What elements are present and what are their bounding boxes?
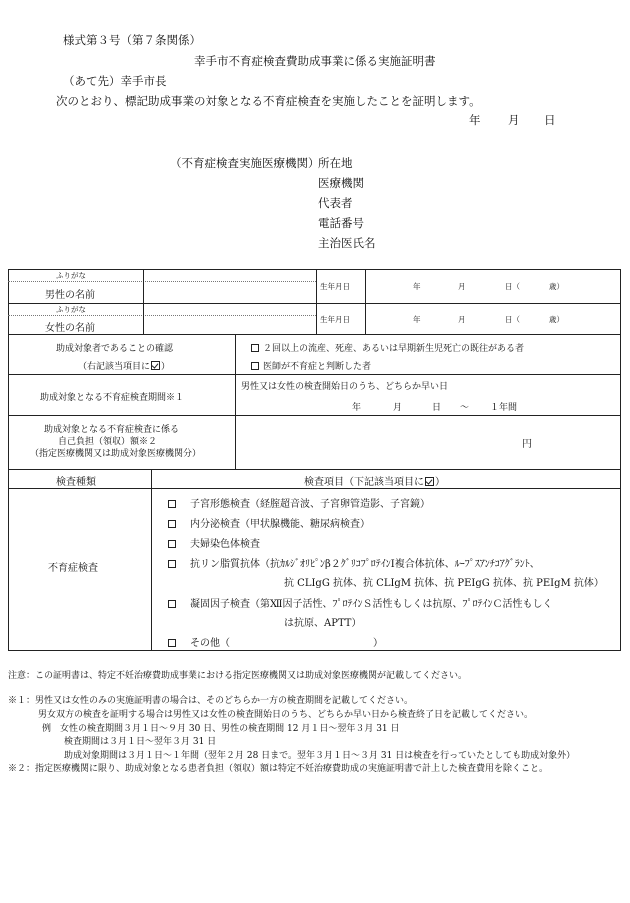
- attending-physician-label[interactable]: 主治医氏名: [318, 236, 376, 250]
- male-name-field[interactable]: [145, 270, 315, 302]
- note-1-line2: 男女双方の検査を証明する場合は男性又は女性の検査開始日のうち、どちらか早い日から検査終了日を記載してください。: [38, 710, 534, 720]
- eligibility-label: 助成対象者であることの確認: [56, 344, 174, 354]
- exam-item-other-close: ）: [373, 638, 383, 649]
- institution-name-label[interactable]: 医療機関: [318, 176, 364, 190]
- exam-item-chromosome[interactable]: 夫婦染色体検査: [168, 535, 260, 550]
- exam-period-note: 男性又は女性の検査開始日のうち、どちらか早い日: [241, 382, 449, 392]
- male-dob-label: 生年月日: [320, 282, 350, 291]
- form-number: 様式第３号（第７条関係）: [63, 33, 201, 47]
- exam-item-endocrine[interactable]: 内分泌検査（甲状腺機能、糖尿病検査）: [168, 515, 370, 530]
- eligibility-option-miscarriage[interactable]: ２回以上の流産、死産、あるいは早期新生児死亡の既往がある者: [251, 341, 524, 354]
- certification-statement: 次のとおり、標記助成事業の対象となる不育症検査を実施したことを証明します。: [56, 94, 481, 108]
- note-1-line1: ※１：男性又は女性のみの実施証明書の場合は、そのどちらか一方の検査期間を記載してください。: [8, 696, 414, 706]
- female-name-label: 女性の名前: [45, 323, 95, 334]
- exam-item-antiphospholipid-cont: 抗 CLIgG 抗体、抗 CLIgM 抗体、抗 PEIgG 抗体、抗 PEIgM 抗体）: [284, 578, 604, 589]
- issue-date-day[interactable]: 日: [544, 113, 556, 127]
- checkbox-icon[interactable]: [168, 540, 176, 548]
- eligibility-option-diagnosis[interactable]: 医師が不育症と判断した者: [251, 359, 371, 372]
- checkbox-icon[interactable]: [168, 520, 176, 528]
- exam-item-coagulation-cont: は抗原、APTT）: [284, 618, 362, 629]
- exam-items-header: 検査項目（下記該当項目に ）: [304, 477, 445, 488]
- female-dob-year[interactable]: 年: [413, 315, 421, 324]
- exam-item-other-field[interactable]: [240, 632, 368, 646]
- checkbox-icon[interactable]: [251, 344, 259, 352]
- period-month[interactable]: 月: [393, 403, 403, 413]
- certificate-table: [8, 269, 621, 651]
- exam-item-antiphospholipid[interactable]: 抗リン脂質抗体（抗ｶﾙｼﾞｵﾘﾋﾟﾝβ２ｸﾞﾘｺﾌﾟﾛﾃｲﾝⅠ複合体抗体、ﾙｰﾌﾟｽｱﾝﾁｺｱｸﾞﾗﾝﾄ、: [168, 555, 540, 570]
- female-dob-day[interactable]: 日（: [505, 315, 520, 324]
- issue-date-month[interactable]: 月: [508, 113, 520, 127]
- institution-phone-label[interactable]: 電話番号: [318, 216, 364, 230]
- male-dob-day[interactable]: 日（: [505, 282, 520, 291]
- checked-box-icon: [151, 361, 160, 370]
- female-furigana-label: ふりがな: [56, 305, 86, 314]
- cost-label-line3: （指定医療機関又は助成対象医療機関分）: [30, 449, 202, 459]
- female-dob-month[interactable]: 月: [458, 315, 466, 324]
- eligibility-instruction: （右記該当項目に ）: [78, 362, 171, 372]
- note-1-eligible-period: 助成対象期間は３月１日〜１年間（翌年２月 28 日まで。翌年３月１日〜３月 31 日は検査を行っていたとしても助成対象外）: [64, 751, 576, 761]
- exam-item-coagulation[interactable]: 凝固因子検査（第Ⅻ因子活性、ﾌﾟﾛﾃｲﾝＳ活性もしくは抗原、ﾌﾟﾛﾃｲﾝＣ活性もしく: [168, 595, 553, 610]
- exam-item-uterine[interactable]: 子宮形態検査（経腟超音波、子宮卵管造影、子宮鏡）: [168, 495, 430, 510]
- issue-date-year[interactable]: 年: [469, 113, 481, 127]
- note-1-example: 例 女性の検査期間３月１日〜９月 30 日、男性の検査期間 12 月１日〜翌年３月 31 日: [42, 724, 400, 734]
- checkbox-icon[interactable]: [168, 560, 176, 568]
- exam-type-value: 不育症検査: [48, 563, 98, 574]
- checked-box-icon: [425, 477, 434, 486]
- checkbox-icon[interactable]: [168, 600, 176, 608]
- female-age[interactable]: 歳）: [549, 315, 564, 324]
- female-dob-label: 生年月日: [320, 315, 350, 324]
- period-tilde: 〜: [460, 403, 470, 413]
- document-title: 幸手市不育症検査費助成事業に係る実施証明書: [194, 54, 436, 68]
- period-one-year: １年間: [490, 403, 518, 413]
- exam-period-label: 助成対象となる不育症検査期間※１: [40, 393, 185, 403]
- female-name-field[interactable]: [145, 304, 315, 333]
- note-main: 注意：この証明書は、特定不妊治療費助成事業における指定医療機関又は助成対象医療機関が記載してください。: [8, 671, 468, 681]
- male-name-label: 男性の名前: [45, 290, 95, 301]
- cost-label-line2: 自己負担（領収）額※２: [58, 437, 158, 447]
- male-dob-year[interactable]: 年: [413, 282, 421, 291]
- period-year[interactable]: 年: [352, 403, 362, 413]
- period-day[interactable]: 日: [432, 403, 442, 413]
- institution-address-label[interactable]: 所在地: [318, 156, 353, 170]
- addressee: （あて先）幸手市長: [63, 74, 167, 88]
- checkbox-icon[interactable]: [168, 639, 176, 647]
- note-1-period: 検査期間は３月１日〜翌年３月 31 日: [64, 737, 217, 747]
- institution-heading: （不育症検査実施医療機関）: [170, 156, 320, 170]
- checkbox-icon[interactable]: [251, 362, 259, 370]
- institution-representative-label[interactable]: 代表者: [318, 196, 353, 210]
- checkbox-icon[interactable]: [168, 500, 176, 508]
- cost-label-line1: 助成対象となる不育症検査に係る: [44, 425, 180, 435]
- exam-type-header: 検査種類: [56, 477, 96, 488]
- cost-unit: 円: [522, 439, 532, 450]
- male-furigana-label: ふりがな: [56, 271, 86, 280]
- note-2: ※２：指定医療機関に限り、助成対象となる患者負担（領収）額は特定不妊治療費助成の実施証明書で計上した検査費用を除くこと。: [8, 764, 549, 774]
- male-age[interactable]: 歳）: [549, 282, 564, 291]
- cost-amount-field[interactable]: [240, 419, 510, 465]
- male-dob-month[interactable]: 月: [458, 282, 466, 291]
- exam-item-other[interactable]: その他（: [168, 634, 230, 649]
